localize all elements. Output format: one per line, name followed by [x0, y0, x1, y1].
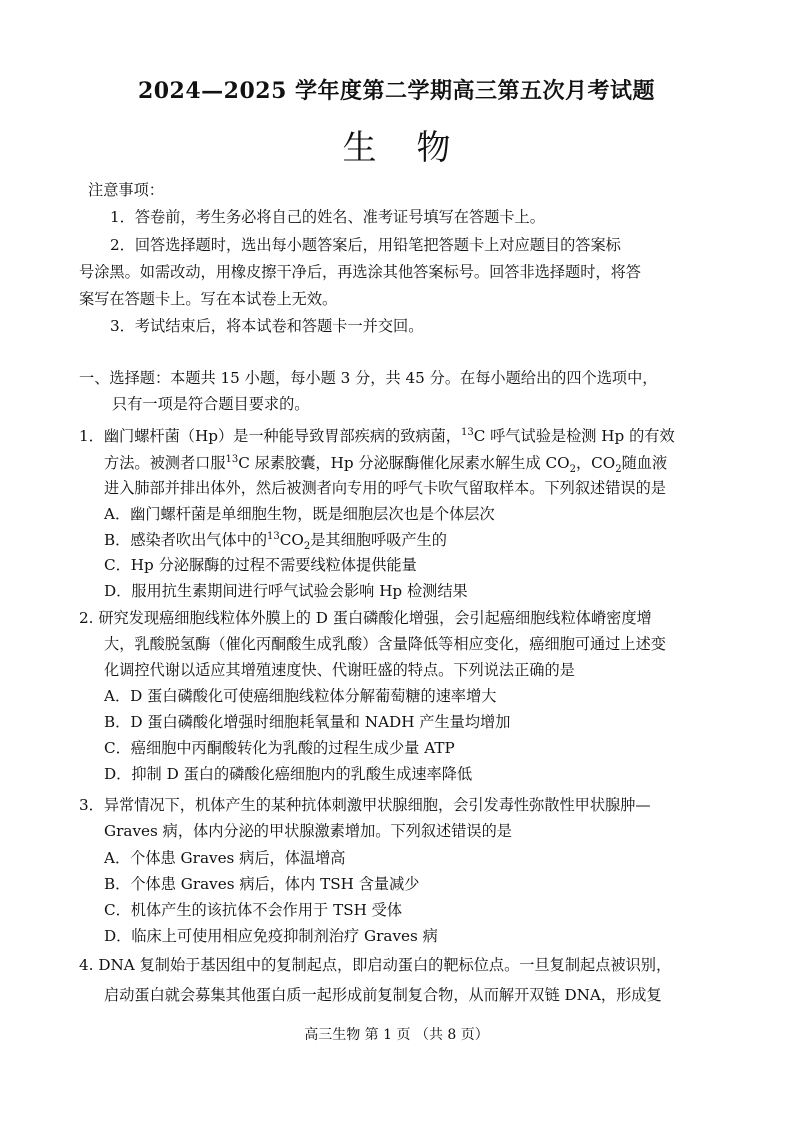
question-stem-line: Graves 病，体内分泌的甲状腺激素增加。下列叙述错误的是	[104, 822, 512, 840]
question-stem-line: 启动蛋白就会募集其他蛋白质一起形成前复制复合物，从而解开双链 DNA，形成复	[104, 986, 662, 1004]
option-c: C．机体产生的该抗体不会作用于 TSH 受体	[104, 901, 403, 919]
option-b: B．个体患 Graves 病后，体内 TSH 含量减少	[104, 875, 420, 893]
option-a: A．幽门螺杆菌是单细胞生物，既是细胞层次也是个体层次	[104, 505, 495, 523]
notice-line: 3．考试结束后，将本试卷和答题卡一并交回。	[110, 317, 424, 335]
option-b: B．感染者吹出气体中的$^{13}CO_2$是其细胞呼吸产生的	[104, 530, 447, 553]
section-line: 只有一项是符合题目要求的。	[112, 395, 310, 413]
question-stem-line: 进入肺部并排出体外，然后被测者向专用的呼气卡吹气留取样本。下列叙述错误的是	[104, 479, 666, 497]
question-stem-line: 1．幽门螺杆菌（Hp）是一种能导致胃部疾病的致病菌，$^{13}$C 呼气试验是检测 Hp 的有效	[79, 426, 675, 445]
option-d: D．服用抗生素期间进行呼气试验会影响 Hp 检测结果	[104, 582, 468, 600]
question-stem-line: 3．异常情况下，机体产生的某种抗体刺激甲状腺细胞，会引发毒性弥散性甲状腺肿—	[79, 796, 651, 814]
question-stem-line: 4. DNA 复制始于基因组中的复制起点，即启动蛋白的靶标位点。一旦复制起点被识别，	[79, 956, 672, 974]
question-stem-line: 大，乳酸脱氢酶（催化丙酮酸生成乳酸）含量降低等相应变化，癌细胞可通过上述变	[104, 635, 666, 653]
option-a: A．D 蛋白磷酸化可使癌细胞线粒体分解葡萄糖的速率增大	[104, 687, 497, 705]
question-stem-line: 方法。被测者口服$^{13}$C 尿素胶囊，Hp 分泌脲酶催化尿素水解生成 $CO_2$，$CO_2$随血液	[104, 453, 668, 476]
page-footer: 高三生物 第 1 页 （共 8 页）	[304, 1027, 489, 1043]
option-b: B．D 蛋白磷酸化增强时细胞耗氧量和 NADH 产生量均增加	[104, 713, 511, 731]
option-d: D．抑制 D 蛋白的磷酸化癌细胞内的乳酸生成速率降低	[104, 765, 473, 783]
option-c: C．Hp 分泌脲酶的过程不需要线粒体提供能量	[104, 556, 417, 574]
subject-title: 生物	[342, 128, 491, 168]
notice-line: 号涂黑。如需改动，用橡皮擦干净后，再选涂其他答案标号。回答非选择题时，将答	[79, 263, 641, 281]
notice-line: 1．答卷前，考生务必将自己的姓名、准考证号填写在答题卡上。	[110, 208, 545, 226]
exam-title: 2024—2025 学年度第二学期高三第五次月考试题	[137, 78, 656, 104]
option-a: A．个体患 Graves 病后，体温增高	[104, 849, 346, 867]
section-line: 一、选择题：本题共 15 小题，每小题 3 分，共 45 分。在每小题给出的四个选项中，	[79, 369, 658, 387]
question-stem-line: 2. 研究发现癌细胞线粒体外膜上的 D 蛋白磷酸化增强，会引起癌细胞线粒体嵴密度增	[79, 609, 652, 627]
option-d: D．临床上可使用相应免疫抑制剂治疗 Graves 病	[104, 927, 438, 945]
notice-line: 案写在答题卡上。写在本试卷上无效。	[79, 290, 338, 308]
option-c: C．癌细胞中丙酮酸转化为乳酸的过程生成少量 ATP	[104, 739, 455, 757]
notice-line: 2．回答选择题时，选出每小题答案后，用铅笔把答题卡上对应题目的答案标	[110, 236, 621, 254]
question-stem-line: 化调控代谢以适应其增殖速度快、代谢旺盛的特点。下列说法正确的是	[104, 661, 575, 679]
notice-heading: 注意事项：	[88, 181, 164, 199]
